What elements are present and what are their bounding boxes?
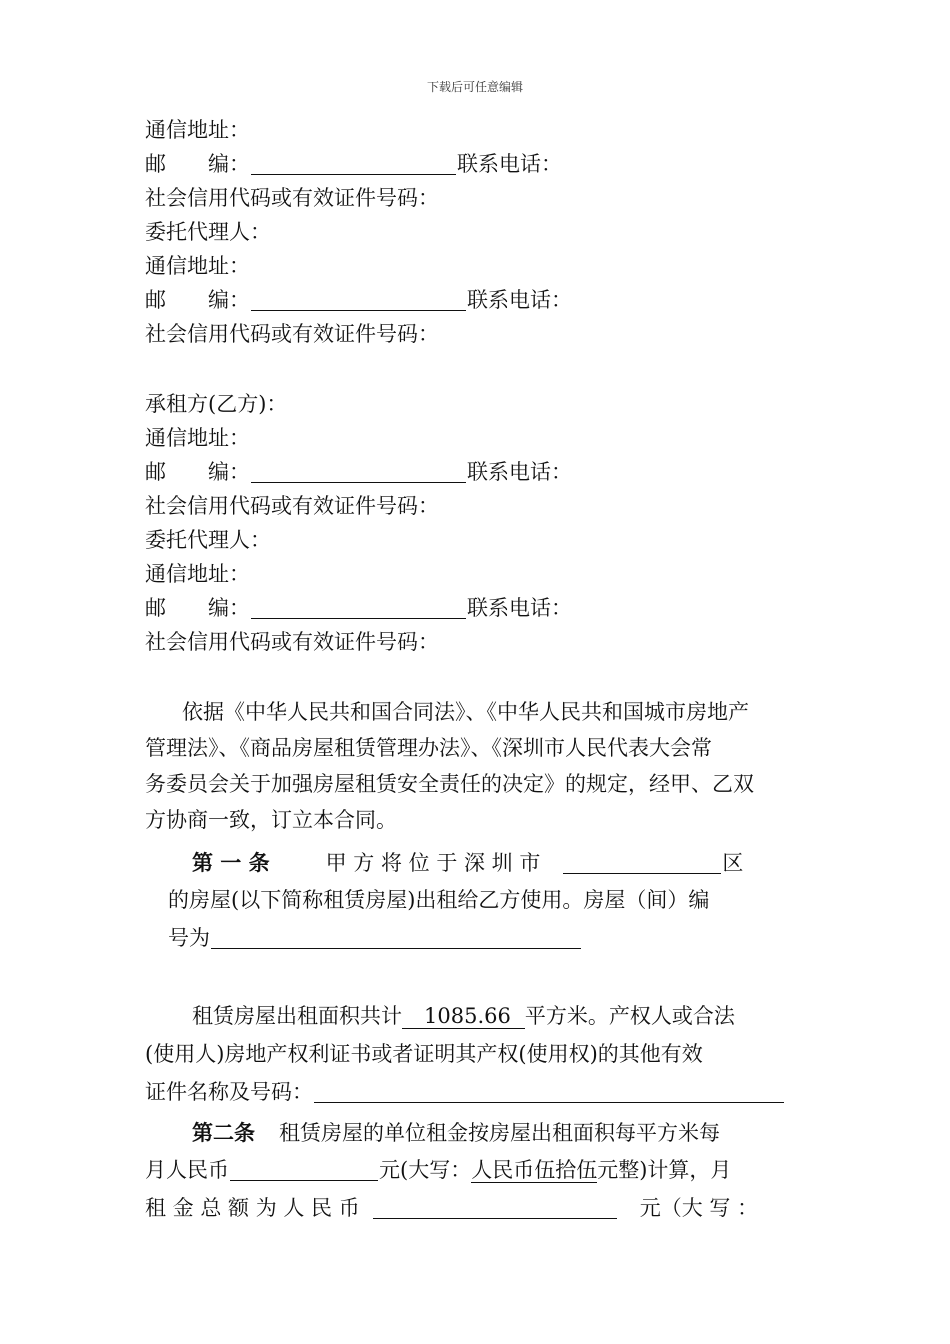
lessee-credit-code: 社会信用代码或有效证件号码： [145, 494, 439, 518]
article2-text: 租赁房屋的单位租金按房屋出租面积每平方米每 [279, 1121, 720, 1145]
postcode-blank[interactable] [251, 598, 466, 619]
area-pre: 租赁房屋出租面积共计 [192, 1004, 402, 1028]
lessee-agent: 委托代理人： [145, 528, 271, 552]
unit-rent-blank[interactable] [230, 1160, 378, 1181]
lessor-address: 通信地址： [145, 118, 250, 142]
article1-line-2: 的房屋(以下简称租赁房屋)出租给乙方使用。房屋（间）编 [168, 888, 710, 912]
article2-line-3 [145, 1198, 758, 1219]
phone-label: 联系电话： [467, 288, 572, 312]
lessee-address: 通信地址： [145, 426, 250, 450]
lessor-postcode-line [145, 154, 562, 175]
total-rent-words-label: 元（大 写 ： [639, 1196, 759, 1220]
lessor-agent-postcode-line [145, 290, 572, 311]
postcode-blank[interactable] [251, 462, 466, 483]
rent-post: 元整)计算，月 [597, 1158, 732, 1182]
phone-label: 联系电话： [467, 460, 572, 484]
article1-text: 甲 方 将 位 于 深 圳 市 [325, 851, 541, 875]
postcode-label: 邮 编： [145, 152, 250, 176]
rent-amount-words: 人民币伍拾伍 [471, 1158, 598, 1182]
preamble-line-1: 依据《中华人民共和国合同法》、《中华人民共和国城市房地产 [182, 700, 749, 724]
postcode-label: 邮 编： [145, 288, 250, 312]
article1-line-3 [168, 928, 582, 949]
postcode-blank[interactable] [251, 290, 466, 311]
area-value: 1085.66 [402, 1004, 525, 1029]
area-post: 平方米。产权人或合法 [524, 1004, 735, 1028]
house-number-blank[interactable] [211, 928, 581, 949]
postcode-label: 邮 编： [145, 460, 250, 484]
rent-label: 月人民币 [145, 1158, 229, 1182]
area-line-2: (使用人)房地产权利证书或者证明其产权(使用权)的其他有效 [145, 1042, 703, 1066]
area-line-1 [192, 1006, 735, 1027]
lessor-credit-code: 社会信用代码或有效证件号码： [145, 186, 439, 210]
article1-heading: 第 一 条 [192, 850, 270, 875]
lessee-agent-address: 通信地址： [145, 562, 250, 586]
article1-district-suffix: 区 [722, 851, 744, 875]
lessee-postcode-line [145, 462, 572, 483]
district-blank[interactable] [563, 853, 721, 874]
article1-line-1 [192, 852, 743, 874]
certificate-blank[interactable] [314, 1082, 784, 1103]
lessee-agent-postcode-line [145, 598, 572, 619]
postcode-blank[interactable] [251, 154, 456, 175]
article2-line-1 [192, 1122, 720, 1144]
area-line-3 [145, 1082, 785, 1103]
rent-mid: 元(大写： [379, 1158, 472, 1182]
postcode-label: 邮 编： [145, 596, 250, 620]
total-rent-label: 租 金 总 额 为 人 民 币 [145, 1196, 360, 1220]
lessor-agent-address: 通信地址： [145, 254, 250, 278]
page-header: 下载后可任意编辑 [426, 80, 523, 94]
lessor-agent: 委托代理人： [145, 220, 271, 244]
preamble-line-2: 管理法》、《商品房屋租赁管理办法》、《深圳市人民代表大会常 [145, 736, 712, 760]
preamble-line-3: 务委员会关于加强房屋租赁安全责任的决定》的规定，经甲、乙双 [145, 772, 754, 796]
certificate-label: 证件名称及号码： [145, 1080, 313, 1104]
article2-line-2 [145, 1160, 731, 1181]
preamble-line-4: 方协商一致，订立本合同。 [145, 808, 397, 832]
phone-label: 联系电话： [457, 152, 562, 176]
phone-label: 联系电话： [467, 596, 572, 620]
total-rent-blank[interactable] [373, 1198, 617, 1219]
house-number-label: 号为 [168, 926, 210, 950]
lessee-title: 承租方(乙方)： [145, 392, 288, 416]
lessor-agent-credit-code: 社会信用代码或有效证件号码： [145, 322, 439, 346]
lessee-agent-credit-code: 社会信用代码或有效证件号码： [145, 630, 439, 654]
article2-heading: 第二条 [192, 1120, 255, 1145]
